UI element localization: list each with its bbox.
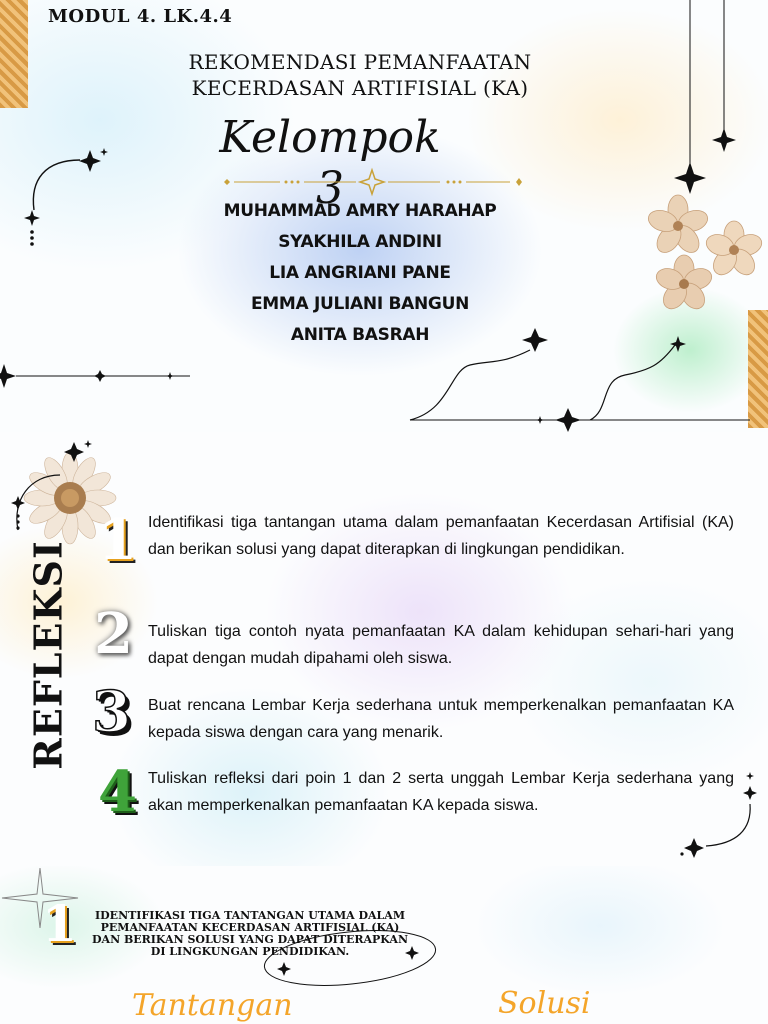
- challenge-label: Tantangan: [132, 988, 293, 1023]
- sparkle-icon: [260, 922, 440, 992]
- title-line-2: KECERDASAN ARTIFISIAL (KA): [191, 76, 529, 100]
- number-badge-4: 4: [98, 759, 137, 825]
- member-name: ANITA BASRAH: [290, 325, 430, 345]
- reflection-item-1: Identifikasi tiga tantangan utama dalam pemanfaatan Kecerdasan Artifisial (KA) dan berikan solusi yang dapat diterapkan di lingkungan pendidikan.: [148, 514, 734, 558]
- flower-icon: [640, 190, 768, 320]
- reflection-item-2: Tuliskan tiga contoh nyata pemanfaatan KA dalam kehidupan sehari-hari yang dapat dengan mudah dipahami oleh siswa.: [148, 623, 734, 667]
- sparkle-icon: [20, 140, 110, 250]
- number-badge-2: 2: [94, 601, 133, 667]
- title-line-1: REKOMENDASI PEMANFAATAN: [188, 50, 532, 74]
- washi-tape-top-left: [0, 0, 28, 108]
- sparkle-icon: [0, 362, 200, 392]
- sparkle-icon: [676, 768, 766, 862]
- group-name: Kelompok 3: [219, 112, 441, 214]
- sparkle-icon: [410, 320, 760, 432]
- solution-label: Solusi: [498, 986, 591, 1021]
- number-badge-1: 1: [98, 507, 137, 573]
- member-name: SYAKHILA ANDINI: [278, 232, 442, 252]
- number-badge-3: 3: [92, 679, 131, 745]
- reflection-heading: REFLEKSI: [25, 540, 71, 770]
- module-label: MODUL 4. LK.4.4: [48, 6, 233, 27]
- reflection-item-4: Tuliskan refleksi dari poin 1 dan 2 serta unggah Lembar Kerja sederhana yang akan memperkenalkan pemanfaatan KA kepada siswa.: [148, 770, 734, 814]
- sparkle-icon: [10, 440, 100, 540]
- member-name: MUHAMMAD AMRY HARAHAP: [223, 201, 497, 221]
- challenge-prompt: IDENTIFIKASI TIGA TANTANGAN UTAMA DALAM PEMANFAATAN KECERDASAN ARTIFISIAL (KA) DAN BERIKAN SOLUSI YANG DAPAT DITERAPKAN DI LINGKUNGAN PENDIDIKAN.: [92, 909, 408, 958]
- number-badge-1: 1: [42, 894, 77, 953]
- ornament-divider: [220, 170, 530, 194]
- sparkle-icon: [670, 0, 750, 200]
- member-name: EMMA JULIANI BANGUN: [250, 294, 470, 314]
- reflection-item-3: Buat rencana Lembar Kerja sederhana untuk memperkenalkan pemanfaatan KA kepada siswa dengan cara yang menarik.: [148, 697, 734, 741]
- member-name: LIA ANGRIANI PANE: [269, 263, 451, 283]
